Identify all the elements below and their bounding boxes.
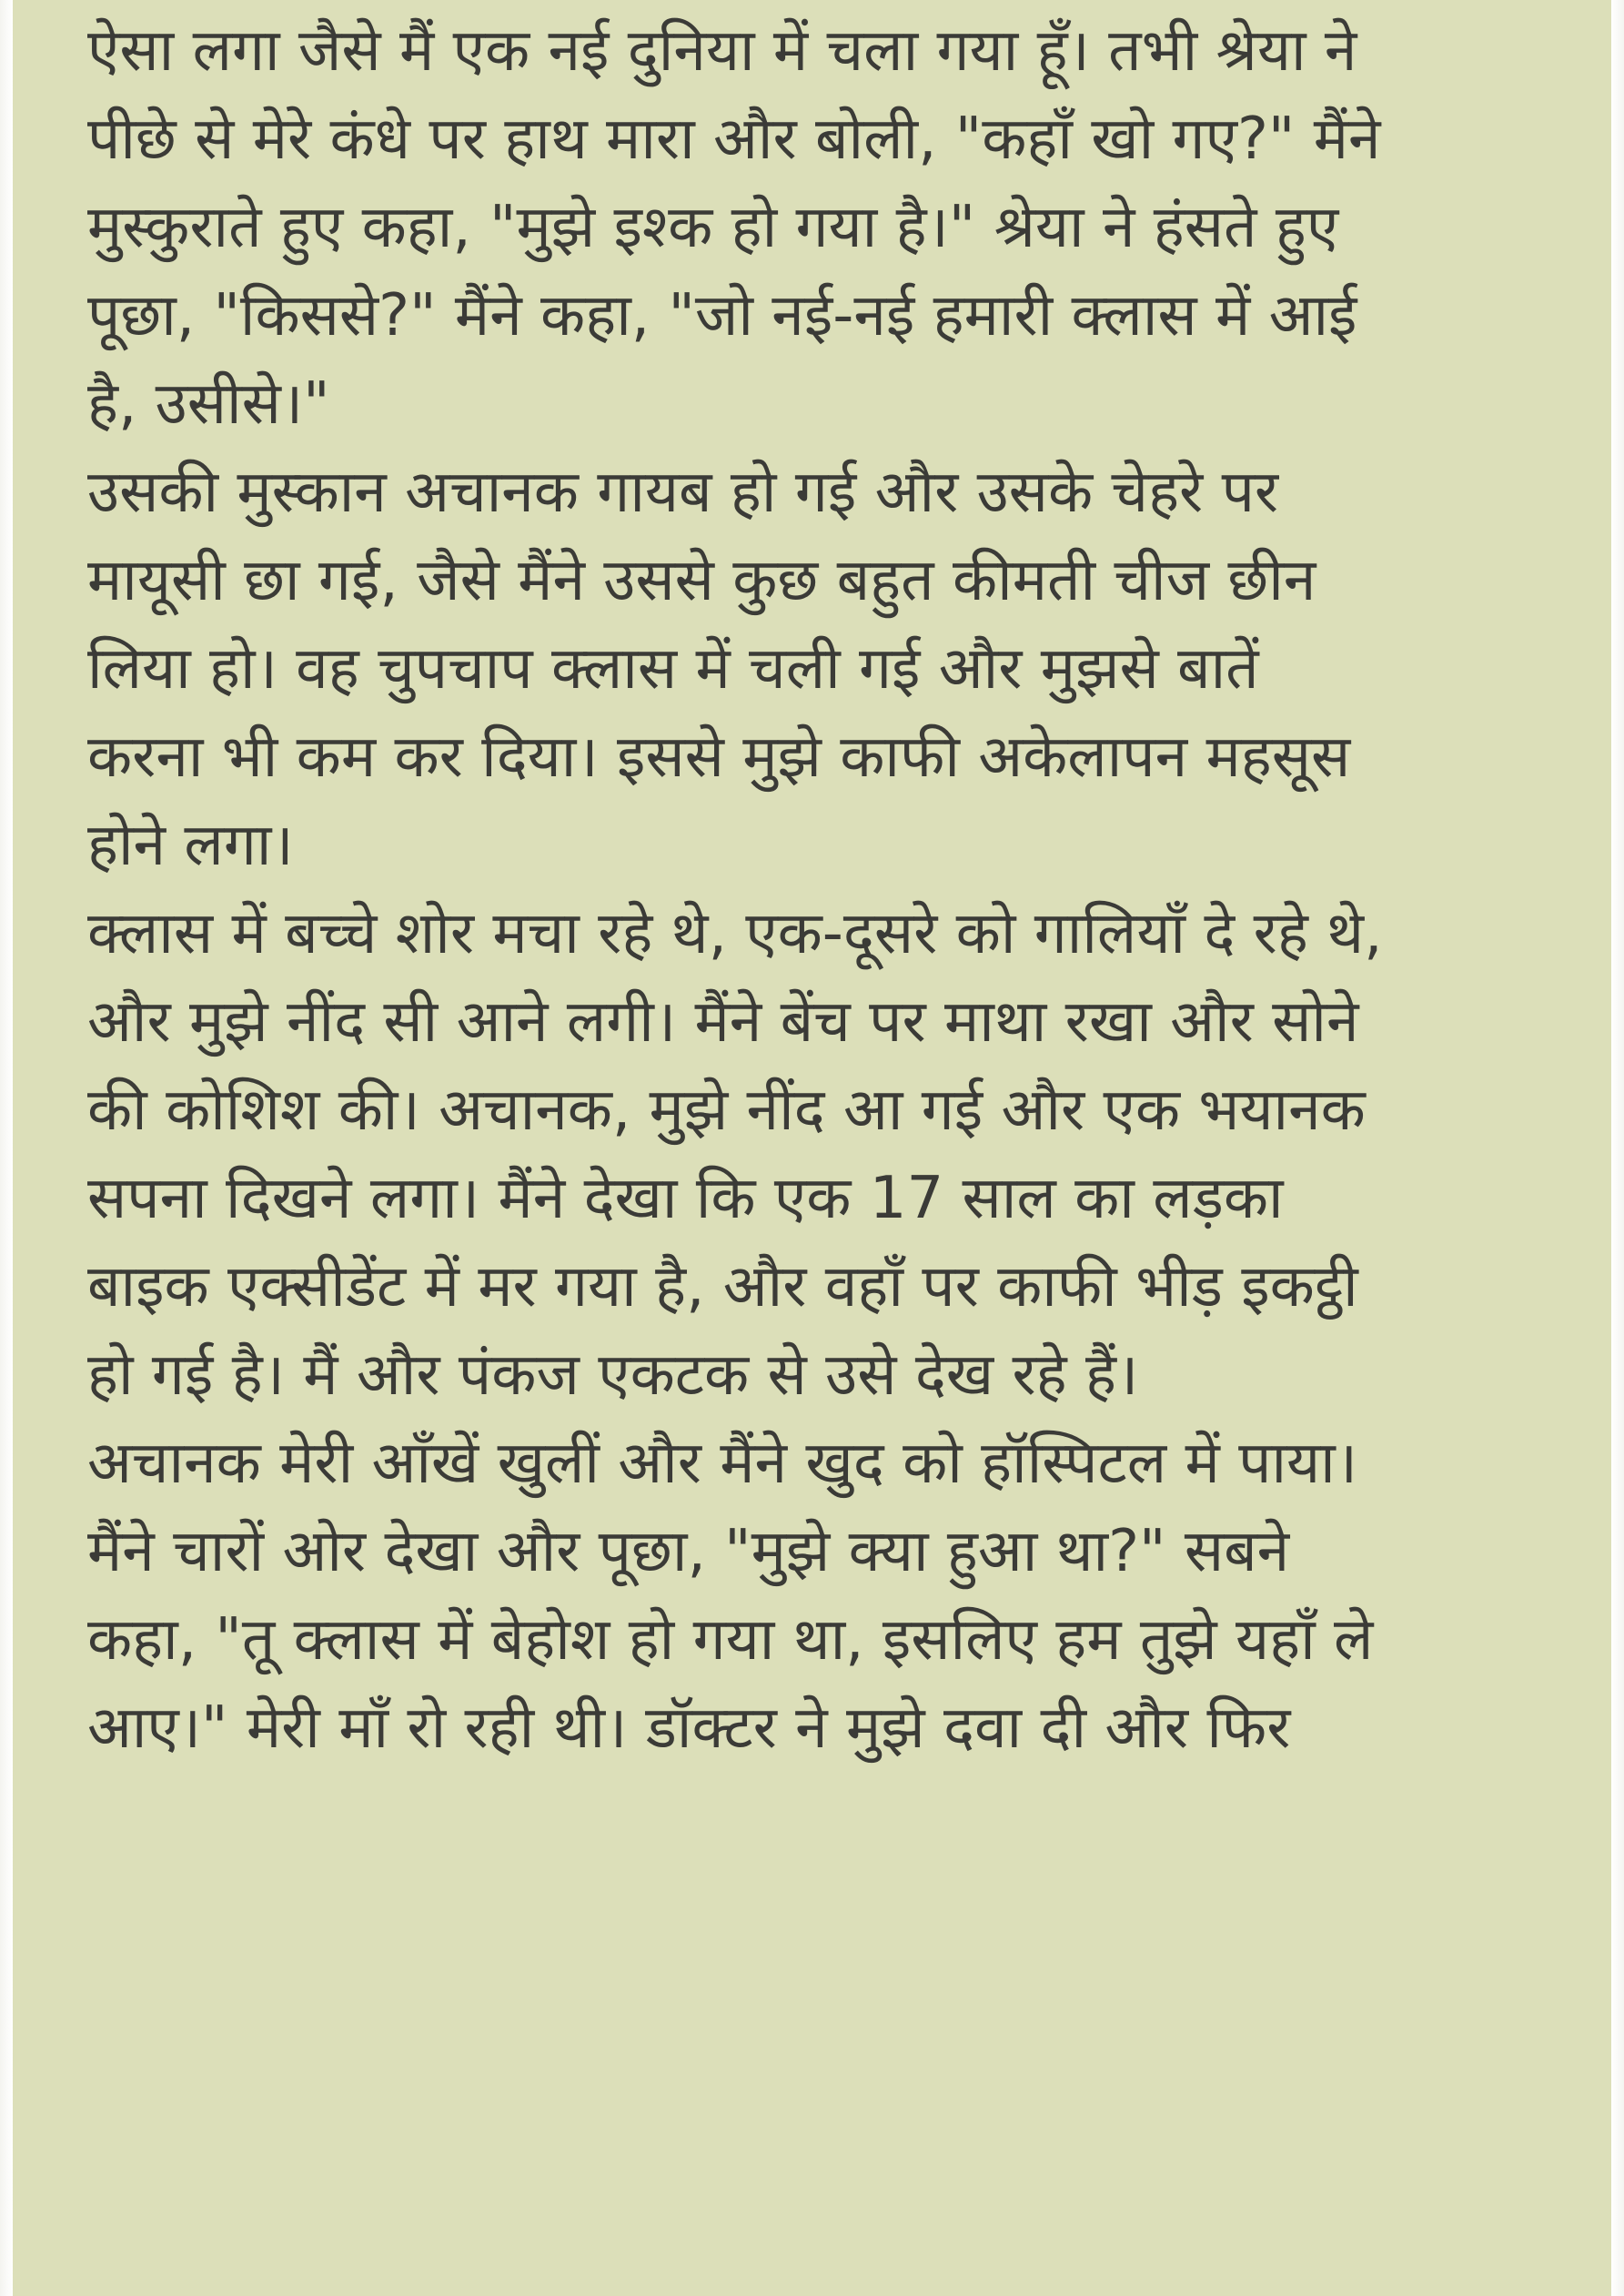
text-line: की कोशिश की। अचानक, मुझे नींद आ गई और एक भयानक [87,1077,1366,1144]
paragraph-2 [87,449,1538,890]
paragraph-1 [87,7,1538,449]
text-line: होने लगा। [87,812,294,879]
text-line: है, उसीसे।" [87,370,330,438]
paragraph-4 [87,1420,1538,1773]
text-line: उसकी मुस्कान अचानक गायब हो गई और उसके चेहरे पर [87,459,1279,526]
text-line: हो गई है। मैं और पंकज एकटक से उसे देख रहे हैं। [87,1341,1139,1409]
text-line: कहा, "तू क्लास में बेहोश हो गया था, इसलिए हम तुझे यहाँ ले [87,1606,1374,1674]
page-edge-right [1611,0,1624,2296]
text-line: मैंने चारों ओर देखा और पूछा, "मुझे क्या हुआ था?" सबने [87,1518,1290,1585]
text-line: पूछा, "किससे?" मैंने कहा, "जो नई-नई हमारी क्लास में आई [87,282,1357,349]
text-line: लिया हो। वह चुपचाप क्लास में चली गई और मुझसे बातें [87,635,1259,703]
text-line: मायूसी छा गई, जैसे मैंने उससे कुछ बहुत कीमती चीज छीन [87,547,1316,614]
text-line: सपना दिखने लगा। मैंने देखा कि एक 17 साल का लड़का [87,1165,1284,1232]
text-line: पीछे से मेरे कंधे पर हाथ मारा और बोली, "कहाँ खो गए?" मैंने [87,106,1381,173]
text-line: ऐसा लगा जैसे मैं एक नई दुनिया में चला गया हूँ। तभी श्रेया ने [87,17,1357,85]
text-line: मुस्कुराते हुए कहा, "मुझे इश्क हो गया है।" श्रेया ने हंसते हुए [87,194,1339,261]
text-line: और मुझे नींद सी आने लगी। मैंने बेंच पर माथा रखा और सोने [87,988,1359,1056]
page-edge-left [0,0,13,2296]
text-line: आए।" मेरी माँ रो रही थी। डॉक्टर ने मुझे दवा दी और फिर [87,1694,1291,1762]
text-line: क्लास में बच्चे शोर मचा रहे थे, एक-दूसरे को गालियाँ दे रहे थे, [87,900,1383,967]
document-page [13,0,1611,2296]
paragraph-3 [87,890,1538,1420]
text-line: करना भी कम कर दिया। इससे मुझे काफी अकेलापन महसूस [87,723,1351,791]
story-text [87,7,1538,1773]
text-line: बाइक एक्सीडेंट में मर गया है, और वहाँ पर काफी भीड़ इकट्ठी [87,1253,1358,1320]
text-line: अचानक मेरी आँखें खुलीं और मैंने खुद को हॉस्पिटल में पाया। [87,1430,1358,1497]
